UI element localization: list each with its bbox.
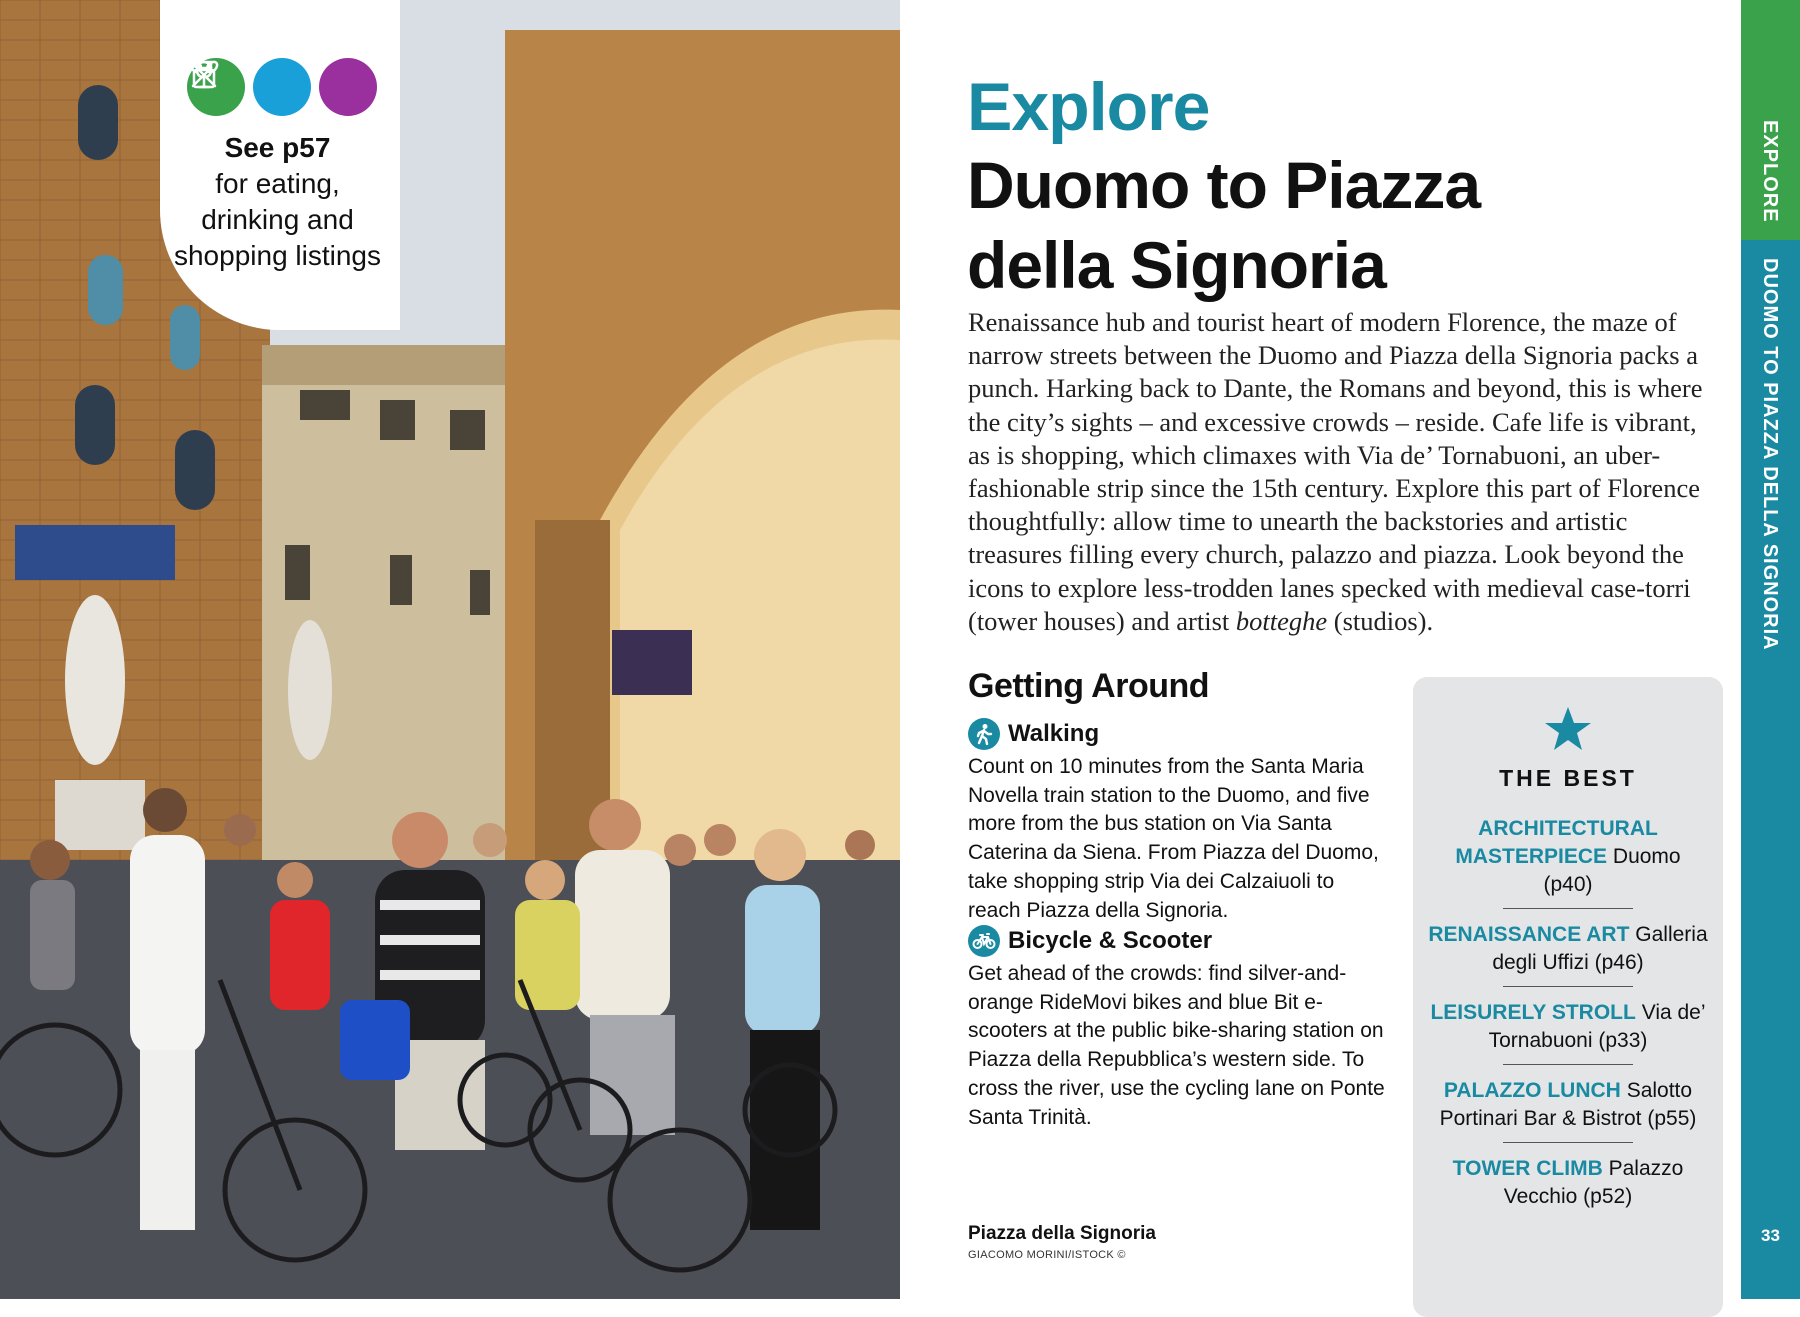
intro-emphasis: botteghe [1235,605,1328,636]
walking-section [968,718,1386,925]
see-listings-desc: for eating, drinking and shopping listings [173,168,382,271]
walking-body: Count on 10 minutes from the Santa Maria Novella train station to the Duomo, and five more from the bus station on Via Santa Caterina da Siena. From Piazza del Duomo, take shopping strip Via dei Calzaiuoli to reach Piazza della Signoria. [968,755,1379,922]
best-item-label: LEISURELY STROLL [1430,1001,1636,1024]
the-best-title: THE BEST [1499,765,1637,791]
page-title: Duomo to Piazza della Signoria [967,148,1481,302]
best-item-text: Salotto Portinari Bar & Bistrot (p55) [1439,1079,1697,1130]
bicycle-body: Get ahead of the crowds: find silver-and-orange RideMovi bikes and blue Bit e-scooters at the public bike-sharing station on Piazza della Repubblica’s western side. To cross the river, use the cycling lane on Ponte Santa Trinità. [968,962,1385,1129]
shopping-icon[interactable] [319,58,377,116]
photo-caption [968,1223,1156,1261]
see-page-ref[interactable]: See p57 [224,132,331,163]
drinking-icon[interactable] [253,58,311,116]
best-item-text: Via de’ Tornabuoni (p33) [1488,1001,1706,1052]
bicycle-title: Bicycle & Scooter [1008,927,1213,954]
section-tab[interactable] [1741,0,1800,240]
section-tab-label: EXPLORE [1759,120,1781,223]
best-item-text: Duomo (p40) [1543,845,1681,896]
section-kicker: Explore [967,69,1210,145]
star-icon [1543,705,1593,753]
best-item[interactable] [1428,921,1708,987]
intro-text: Renaissance hub and tourist heart of modern Florence, the maze of narrow streets between the Duomo and Piazza della Signoria packs a punch. Harking back to Dante, the Romans and beyond, this is where the city’s sights – and excessive crowds – reside. Cafe life is vibrant, as is shopping, which climaxes with Via de’ Tornabuoni, an uber-fashionable strip since the 15th century. Explore this part of Florence thoughtfully: allow time to unearth the backstories and artistic treasures filling every church, palazzo and piazza. Look beyond the icons to explore less-trodden lanes specked with medieval case-torri (tower houses) and artist [968,307,1703,636]
best-item[interactable] [1428,1077,1708,1143]
walking-title: Walking [1008,720,1100,747]
best-item-label: TOWER CLIMB [1452,1157,1603,1180]
page-number: 33 [1761,1226,1780,1245]
chapter-tab-label: DUOMO TO PIAZZA DELLA SIGNORIA [1759,258,1781,651]
best-item-label: PALAZZO LUNCH [1443,1079,1621,1102]
best-item-label: ARCHITECTURAL MASTERPIECE [1455,817,1658,868]
the-best-box [1413,677,1723,1317]
caption-title: Piazza della Signoria [968,1223,1156,1244]
see-listings-text [170,130,385,274]
bicycle-icon [968,925,1000,957]
bicycle-section [968,925,1386,1132]
intro-text-end: (studios). [1327,605,1434,636]
hero-photo [0,0,900,1299]
photo-illustration [0,0,900,1299]
the-best-list [1428,815,1708,1233]
chapter-tab[interactable] [1741,240,1800,1299]
getting-around-heading: Getting Around [968,667,1210,705]
best-item-text: Palazzo Vecchio (p52) [1503,1157,1684,1208]
intro-paragraph [968,306,1720,638]
listing-icons [187,58,377,116]
best-item[interactable] [1428,815,1708,909]
best-item[interactable] [1428,1155,1708,1221]
walking-icon [968,718,1000,750]
best-item[interactable] [1428,999,1708,1065]
best-item-text: Galleria degli Uffizi (p46) [1492,923,1708,974]
best-item-label: RENAISSANCE ART [1428,923,1630,946]
photo-credit: GIACOMO MORINI/ISTOCK © [968,1249,1126,1261]
